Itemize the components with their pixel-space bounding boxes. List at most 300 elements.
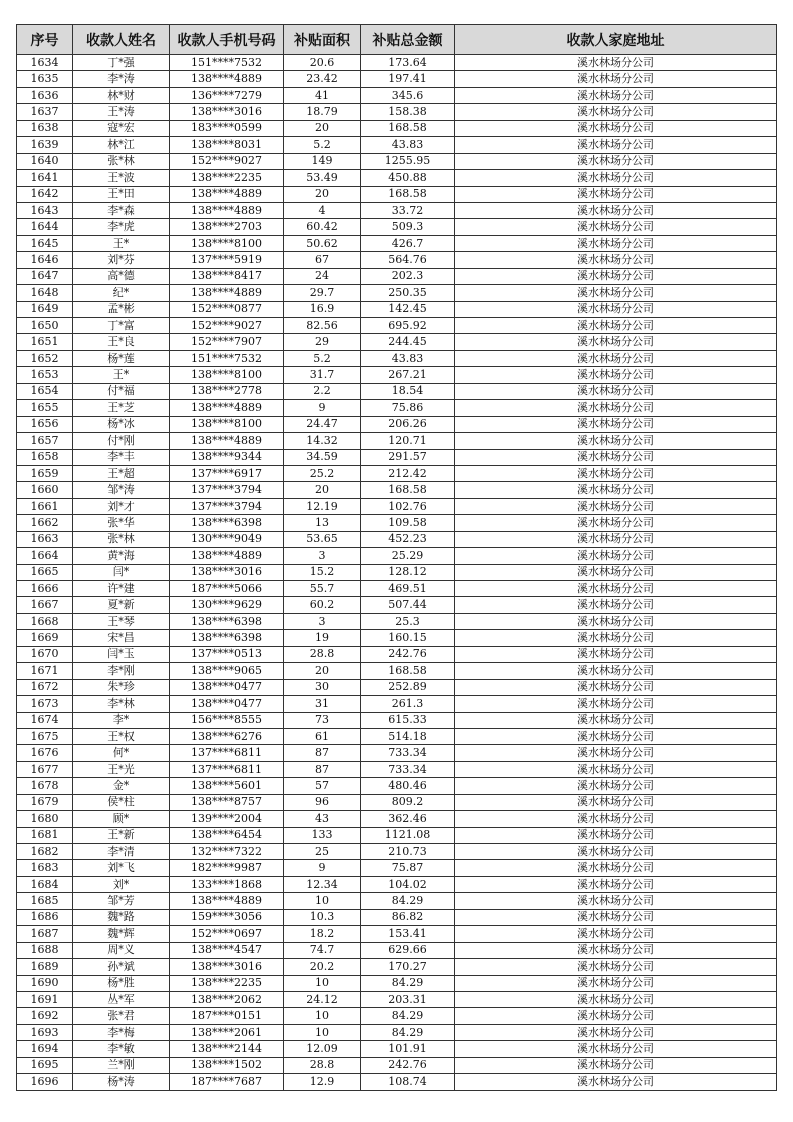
subsidy-area-cell: 74.7 (284, 942, 361, 958)
serial-number-cell: 1664 (17, 548, 73, 564)
subsidy-amount-cell: 244.45 (361, 334, 455, 350)
subsidy-area-cell: 10 (284, 893, 361, 909)
subsidy-area-cell: 31 (284, 696, 361, 712)
payee-phone-cell: 152****9027 (170, 318, 284, 334)
payee-address-cell: 溪水林场分公司 (455, 465, 777, 481)
table-row (17, 1074, 777, 1090)
payee-name-cell: 王*波 (73, 170, 170, 186)
payee-address-cell: 溪水林场分公司 (455, 581, 777, 597)
subsidy-area-cell: 25.2 (284, 465, 361, 481)
payee-phone-cell: 138****4547 (170, 942, 284, 958)
payee-phone-cell: 138****2062 (170, 991, 284, 1007)
subsidy-amount-cell: 210.73 (361, 844, 455, 860)
payee-phone-cell: 138****6398 (170, 515, 284, 531)
table-row (17, 482, 777, 498)
table-row (17, 268, 777, 284)
table-row (17, 87, 777, 103)
subsidy-area-cell: 87 (284, 761, 361, 777)
subsidy-amount-cell: 206.26 (361, 416, 455, 432)
payee-phone-cell: 138****2703 (170, 219, 284, 235)
payee-name-cell: 朱*珍 (73, 679, 170, 695)
table-row (17, 186, 777, 202)
table-row (17, 926, 777, 942)
subsidy-area-cell: 3 (284, 548, 361, 564)
serial-number-cell: 1653 (17, 367, 73, 383)
header-serial-number: 序号 (17, 25, 73, 55)
payee-address-cell: 溪水林场分公司 (455, 301, 777, 317)
payee-address-cell: 溪水林场分公司 (455, 991, 777, 1007)
payee-phone-cell: 138****8757 (170, 794, 284, 810)
subsidy-amount-cell: 480.46 (361, 778, 455, 794)
payee-address-cell: 溪水林场分公司 (455, 909, 777, 925)
subsidy-area-cell: 57 (284, 778, 361, 794)
table-row (17, 646, 777, 662)
payee-phone-cell: 138****4889 (170, 71, 284, 87)
payee-address-cell: 溪水林场分公司 (455, 1057, 777, 1073)
subsidy-area-cell: 9 (284, 860, 361, 876)
serial-number-cell: 1686 (17, 909, 73, 925)
subsidy-area-cell: 10 (284, 975, 361, 991)
serial-number-cell: 1680 (17, 811, 73, 827)
table-row (17, 630, 777, 646)
subsidy-area-cell: 3 (284, 613, 361, 629)
table-row (17, 71, 777, 87)
payee-name-cell: 魏*路 (73, 909, 170, 925)
serial-number-cell: 1661 (17, 498, 73, 514)
payee-name-cell: 寇*宏 (73, 120, 170, 136)
serial-number-cell: 1650 (17, 318, 73, 334)
serial-number-cell: 1671 (17, 663, 73, 679)
payee-name-cell: 李*梅 (73, 1024, 170, 1040)
table-row (17, 416, 777, 432)
subsidy-area-cell: 12.19 (284, 498, 361, 514)
payee-phone-cell: 138****4889 (170, 186, 284, 202)
subsidy-amount-cell: 242.76 (361, 646, 455, 662)
subsidy-amount-cell: 426.7 (361, 235, 455, 251)
table-row (17, 811, 777, 827)
serial-number-cell: 1634 (17, 55, 73, 71)
payee-name-cell: 闫* (73, 564, 170, 580)
payee-address-cell: 溪水林场分公司 (455, 646, 777, 662)
payee-name-cell: 李*丰 (73, 449, 170, 465)
payee-address-cell: 溪水林场分公司 (455, 844, 777, 860)
payee-phone-cell: 138****2235 (170, 170, 284, 186)
subsidy-amount-cell: 43.83 (361, 137, 455, 153)
serial-number-cell: 1649 (17, 301, 73, 317)
serial-number-cell: 1646 (17, 252, 73, 268)
subsidy-amount-cell: 168.58 (361, 186, 455, 202)
subsidy-area-cell: 149 (284, 153, 361, 169)
payee-address-cell: 溪水林场分公司 (455, 71, 777, 87)
serial-number-cell: 1688 (17, 942, 73, 958)
subsidy-area-cell: 29.7 (284, 285, 361, 301)
payee-name-cell: 林*江 (73, 137, 170, 153)
subsidy-amount-cell: 507.44 (361, 597, 455, 613)
serial-number-cell: 1642 (17, 186, 73, 202)
payee-phone-cell: 136****7279 (170, 87, 284, 103)
payee-name-cell: 李*清 (73, 844, 170, 860)
payee-name-cell: 王*芝 (73, 400, 170, 416)
payee-name-cell: 许*建 (73, 581, 170, 597)
payee-name-cell: 李*森 (73, 202, 170, 218)
table-row (17, 449, 777, 465)
subsidy-amount-cell: 170.27 (361, 959, 455, 975)
payee-address-cell: 溪水林场分公司 (455, 761, 777, 777)
subsidy-area-cell: 18.79 (284, 104, 361, 120)
payee-phone-cell: 138****4889 (170, 433, 284, 449)
payee-name-cell: 丁*富 (73, 318, 170, 334)
serial-number-cell: 1678 (17, 778, 73, 794)
table-row (17, 827, 777, 843)
table-row (17, 153, 777, 169)
subsidy-amount-cell: 153.41 (361, 926, 455, 942)
payee-address-cell: 溪水林场分公司 (455, 696, 777, 712)
payee-name-cell: 夏*新 (73, 597, 170, 613)
payee-address-cell: 溪水林场分公司 (455, 515, 777, 531)
payee-name-cell: 王*新 (73, 827, 170, 843)
subsidy-amount-cell: 84.29 (361, 1024, 455, 1040)
subsidy-amount-cell: 242.76 (361, 1057, 455, 1073)
subsidy-amount-cell: 809.2 (361, 794, 455, 810)
payee-name-cell: 李*敏 (73, 1041, 170, 1057)
serial-number-cell: 1679 (17, 794, 73, 810)
table-row (17, 301, 777, 317)
payee-address-cell: 溪水林场分公司 (455, 55, 777, 71)
serial-number-cell: 1645 (17, 235, 73, 251)
serial-number-cell: 1695 (17, 1057, 73, 1073)
payee-phone-cell: 182****9987 (170, 860, 284, 876)
subsidy-amount-cell: 509.3 (361, 219, 455, 235)
table-row (17, 663, 777, 679)
subsidy-area-cell: 29 (284, 334, 361, 350)
subsidy-amount-cell: 128.12 (361, 564, 455, 580)
payee-phone-cell: 187****5066 (170, 581, 284, 597)
payee-address-cell: 溪水林场分公司 (455, 449, 777, 465)
subsidy-amount-cell: 33.72 (361, 202, 455, 218)
subsidy-amount-cell: 173.64 (361, 55, 455, 71)
serial-number-cell: 1657 (17, 433, 73, 449)
payee-name-cell: 王*涛 (73, 104, 170, 120)
table-row (17, 170, 777, 186)
table-row (17, 844, 777, 860)
subsidy-amount-cell: 197.41 (361, 71, 455, 87)
subsidy-area-cell: 20 (284, 120, 361, 136)
payee-phone-cell: 138****3016 (170, 104, 284, 120)
payee-name-cell: 顾* (73, 811, 170, 827)
table-row (17, 794, 777, 810)
payee-phone-cell: 130****9049 (170, 531, 284, 547)
payee-phone-cell: 138****3016 (170, 564, 284, 580)
subsidy-area-cell: 14.32 (284, 433, 361, 449)
subsidy-amount-cell: 345.6 (361, 87, 455, 103)
payee-name-cell: 李*虎 (73, 219, 170, 235)
payee-address-cell: 溪水林场分公司 (455, 827, 777, 843)
serial-number-cell: 1677 (17, 761, 73, 777)
subsidy-amount-cell: 250.35 (361, 285, 455, 301)
header-subsidy-area: 补贴面积 (284, 25, 361, 55)
payee-address-cell: 溪水林场分公司 (455, 1008, 777, 1024)
subsidy-amount-cell: 101.91 (361, 1041, 455, 1057)
subsidy-area-cell: 28.8 (284, 646, 361, 662)
payee-phone-cell: 138****8100 (170, 416, 284, 432)
payee-phone-cell: 138****6398 (170, 613, 284, 629)
table-row (17, 959, 777, 975)
subsidy-area-cell: 5.2 (284, 350, 361, 366)
table-row (17, 400, 777, 416)
payee-name-cell: 刘*芬 (73, 252, 170, 268)
payee-address-cell: 溪水林场分公司 (455, 564, 777, 580)
payee-phone-cell: 139****2004 (170, 811, 284, 827)
payee-name-cell: 纪* (73, 285, 170, 301)
payee-phone-cell: 137****0513 (170, 646, 284, 662)
payee-name-cell: 丛*军 (73, 991, 170, 1007)
payee-address-cell: 溪水林场分公司 (455, 153, 777, 169)
payee-phone-cell: 152****0877 (170, 301, 284, 317)
subsidy-area-cell: 4 (284, 202, 361, 218)
serial-number-cell: 1639 (17, 137, 73, 153)
table-row (17, 893, 777, 909)
payee-address-cell: 溪水林场分公司 (455, 663, 777, 679)
payee-phone-cell: 152****0697 (170, 926, 284, 942)
serial-number-cell: 1690 (17, 975, 73, 991)
payee-address-cell: 溪水林场分公司 (455, 548, 777, 564)
serial-number-cell: 1652 (17, 350, 73, 366)
subsidy-area-cell: 30 (284, 679, 361, 695)
payee-name-cell: 张*华 (73, 515, 170, 531)
subsidy-amount-cell: 43.83 (361, 350, 455, 366)
payee-name-cell: 李*林 (73, 696, 170, 712)
subsidy-area-cell: 10.3 (284, 909, 361, 925)
table-row (17, 991, 777, 1007)
payee-address-cell: 溪水林场分公司 (455, 728, 777, 744)
payee-address-cell: 溪水林场分公司 (455, 416, 777, 432)
table-row (17, 235, 777, 251)
subsidy-amount-cell: 18.54 (361, 383, 455, 399)
subsidy-area-cell: 23.42 (284, 71, 361, 87)
payee-address-cell: 溪水林场分公司 (455, 104, 777, 120)
payee-name-cell: 高*德 (73, 268, 170, 284)
payee-phone-cell: 137****6811 (170, 761, 284, 777)
serial-number-cell: 1641 (17, 170, 73, 186)
subsidy-area-cell: 20 (284, 482, 361, 498)
subsidy-amount-cell: 695.92 (361, 318, 455, 334)
payee-address-cell: 溪水林场分公司 (455, 350, 777, 366)
payee-name-cell: 李* (73, 712, 170, 728)
subsidy-area-cell: 61 (284, 728, 361, 744)
payee-name-cell: 金* (73, 778, 170, 794)
payee-address-cell: 溪水林场分公司 (455, 383, 777, 399)
payee-phone-cell: 132****7322 (170, 844, 284, 860)
table-row (17, 104, 777, 120)
subsidy-area-cell: 5.2 (284, 137, 361, 153)
subsidy-area-cell: 15.2 (284, 564, 361, 580)
table-row (17, 252, 777, 268)
table-row (17, 679, 777, 695)
table-row (17, 909, 777, 925)
serial-number-cell: 1682 (17, 844, 73, 860)
serial-number-cell: 1687 (17, 926, 73, 942)
payee-address-cell: 溪水林场分公司 (455, 959, 777, 975)
subsidy-area-cell: 13 (284, 515, 361, 531)
table-row (17, 1041, 777, 1057)
serial-number-cell: 1659 (17, 465, 73, 481)
payee-name-cell: 黄*海 (73, 548, 170, 564)
payee-address-cell: 溪水林场分公司 (455, 630, 777, 646)
payee-phone-cell: 138****8100 (170, 367, 284, 383)
serial-number-cell: 1675 (17, 728, 73, 744)
payee-address-cell: 溪水林场分公司 (455, 235, 777, 251)
payee-address-cell: 溪水林场分公司 (455, 318, 777, 334)
subsidy-area-cell: 43 (284, 811, 361, 827)
payee-phone-cell: 152****7907 (170, 334, 284, 350)
payee-phone-cell: 138****4889 (170, 285, 284, 301)
payee-phone-cell: 137****3794 (170, 482, 284, 498)
subsidy-amount-cell: 120.71 (361, 433, 455, 449)
payee-phone-cell: 187****0151 (170, 1008, 284, 1024)
payee-address-cell: 溪水林场分公司 (455, 367, 777, 383)
serial-number-cell: 1654 (17, 383, 73, 399)
payee-phone-cell: 138****9344 (170, 449, 284, 465)
payee-phone-cell: 138****2778 (170, 383, 284, 399)
payee-phone-cell: 138****4889 (170, 548, 284, 564)
table-row (17, 498, 777, 514)
subsidy-amount-cell: 261.3 (361, 696, 455, 712)
payee-name-cell: 邹*涛 (73, 482, 170, 498)
subsidy-area-cell: 12.34 (284, 876, 361, 892)
payee-phone-cell: 138****1502 (170, 1057, 284, 1073)
payee-address-cell: 溪水林场分公司 (455, 975, 777, 991)
payee-phone-cell: 138****4889 (170, 893, 284, 909)
payee-phone-cell: 138****2235 (170, 975, 284, 991)
payee-address-cell: 溪水林场分公司 (455, 170, 777, 186)
table-row (17, 548, 777, 564)
subsidy-amount-cell: 75.87 (361, 860, 455, 876)
subsidy-amount-cell: 84.29 (361, 1008, 455, 1024)
subsidy-area-cell: 20 (284, 186, 361, 202)
subsidy-amount-cell: 267.21 (361, 367, 455, 383)
subsidy-area-cell: 53.65 (284, 531, 361, 547)
payee-phone-cell: 137****3794 (170, 498, 284, 514)
payee-address-cell: 溪水林场分公司 (455, 498, 777, 514)
subsidy-amount-cell: 291.57 (361, 449, 455, 465)
subsidy-area-cell: 28.8 (284, 1057, 361, 1073)
payee-name-cell: 刘*飞 (73, 860, 170, 876)
subsidy-area-cell: 2.2 (284, 383, 361, 399)
serial-number-cell: 1693 (17, 1024, 73, 1040)
subsidy-area-cell: 87 (284, 745, 361, 761)
payee-phone-cell: 137****6917 (170, 465, 284, 481)
serial-number-cell: 1656 (17, 416, 73, 432)
table-row (17, 350, 777, 366)
payee-name-cell: 王* (73, 235, 170, 251)
payee-name-cell: 王*琴 (73, 613, 170, 629)
payee-name-cell: 付*刚 (73, 433, 170, 449)
payee-name-cell: 王*超 (73, 465, 170, 481)
payee-name-cell: 王*田 (73, 186, 170, 202)
subsidy-amount-cell: 450.88 (361, 170, 455, 186)
table-row (17, 55, 777, 71)
table-row (17, 778, 777, 794)
payee-address-cell: 溪水林场分公司 (455, 400, 777, 416)
serial-number-cell: 1685 (17, 893, 73, 909)
payee-phone-cell: 138****6276 (170, 728, 284, 744)
header-payee-name: 收款人姓名 (73, 25, 170, 55)
payee-address-cell: 溪水林场分公司 (455, 285, 777, 301)
table-row (17, 860, 777, 876)
payee-phone-cell: 187****7687 (170, 1074, 284, 1090)
serial-number-cell: 1672 (17, 679, 73, 695)
subsidy-area-cell: 55.7 (284, 581, 361, 597)
subsidy-area-cell: 10 (284, 1008, 361, 1024)
table-row (17, 564, 777, 580)
serial-number-cell: 1644 (17, 219, 73, 235)
subsidy-amount-cell: 108.74 (361, 1074, 455, 1090)
payee-phone-cell: 151****7532 (170, 55, 284, 71)
payee-address-cell: 溪水林场分公司 (455, 334, 777, 350)
subsidy-amount-cell: 86.82 (361, 909, 455, 925)
serial-number-cell: 1655 (17, 400, 73, 416)
table-row (17, 285, 777, 301)
payee-phone-cell: 159****3056 (170, 909, 284, 925)
subsidy-amount-cell: 733.34 (361, 761, 455, 777)
payee-phone-cell: 138****0477 (170, 696, 284, 712)
payee-address-cell: 溪水林场分公司 (455, 794, 777, 810)
serial-number-cell: 1689 (17, 959, 73, 975)
subsidy-area-cell: 20.2 (284, 959, 361, 975)
subsidy-area-cell: 24.47 (284, 416, 361, 432)
subsidy-area-cell: 60.2 (284, 597, 361, 613)
table-row (17, 696, 777, 712)
payee-phone-cell: 151****7532 (170, 350, 284, 366)
subsidy-amount-cell: 168.58 (361, 482, 455, 498)
payee-address-cell: 溪水林场分公司 (455, 876, 777, 892)
subsidy-area-cell: 19 (284, 630, 361, 646)
subsidy-amount-cell: 25.29 (361, 548, 455, 564)
payee-address-cell: 溪水林场分公司 (455, 679, 777, 695)
header-subsidy-amount: 补贴总金额 (361, 25, 455, 55)
table-row (17, 876, 777, 892)
payee-address-cell: 溪水林场分公司 (455, 202, 777, 218)
subsidy-area-cell: 25 (284, 844, 361, 860)
payee-name-cell: 兰*刚 (73, 1057, 170, 1073)
payee-name-cell: 邹*芳 (73, 893, 170, 909)
serial-number-cell: 1683 (17, 860, 73, 876)
serial-number-cell: 1681 (17, 827, 73, 843)
serial-number-cell: 1676 (17, 745, 73, 761)
payee-address-cell: 溪水林场分公司 (455, 613, 777, 629)
serial-number-cell: 1667 (17, 597, 73, 613)
subsidy-area-cell: 10 (284, 1024, 361, 1040)
table-row (17, 745, 777, 761)
subsidy-area-cell: 31.7 (284, 367, 361, 383)
subsidy-amount-cell: 158.38 (361, 104, 455, 120)
subsidy-amount-cell: 84.29 (361, 975, 455, 991)
payee-phone-cell: 137****5919 (170, 252, 284, 268)
table-row (17, 597, 777, 613)
payee-address-cell: 溪水林场分公司 (455, 87, 777, 103)
payee-phone-cell: 183****0599 (170, 120, 284, 136)
payee-phone-cell: 130****9629 (170, 597, 284, 613)
serial-number-cell: 1694 (17, 1041, 73, 1057)
subsidy-area-cell: 82.56 (284, 318, 361, 334)
serial-number-cell: 1663 (17, 531, 73, 547)
payee-address-cell: 溪水林场分公司 (455, 186, 777, 202)
serial-number-cell: 1647 (17, 268, 73, 284)
subsidy-area-cell: 133 (284, 827, 361, 843)
serial-number-cell: 1660 (17, 482, 73, 498)
subsidy-area-cell: 24 (284, 268, 361, 284)
table-row (17, 202, 777, 218)
